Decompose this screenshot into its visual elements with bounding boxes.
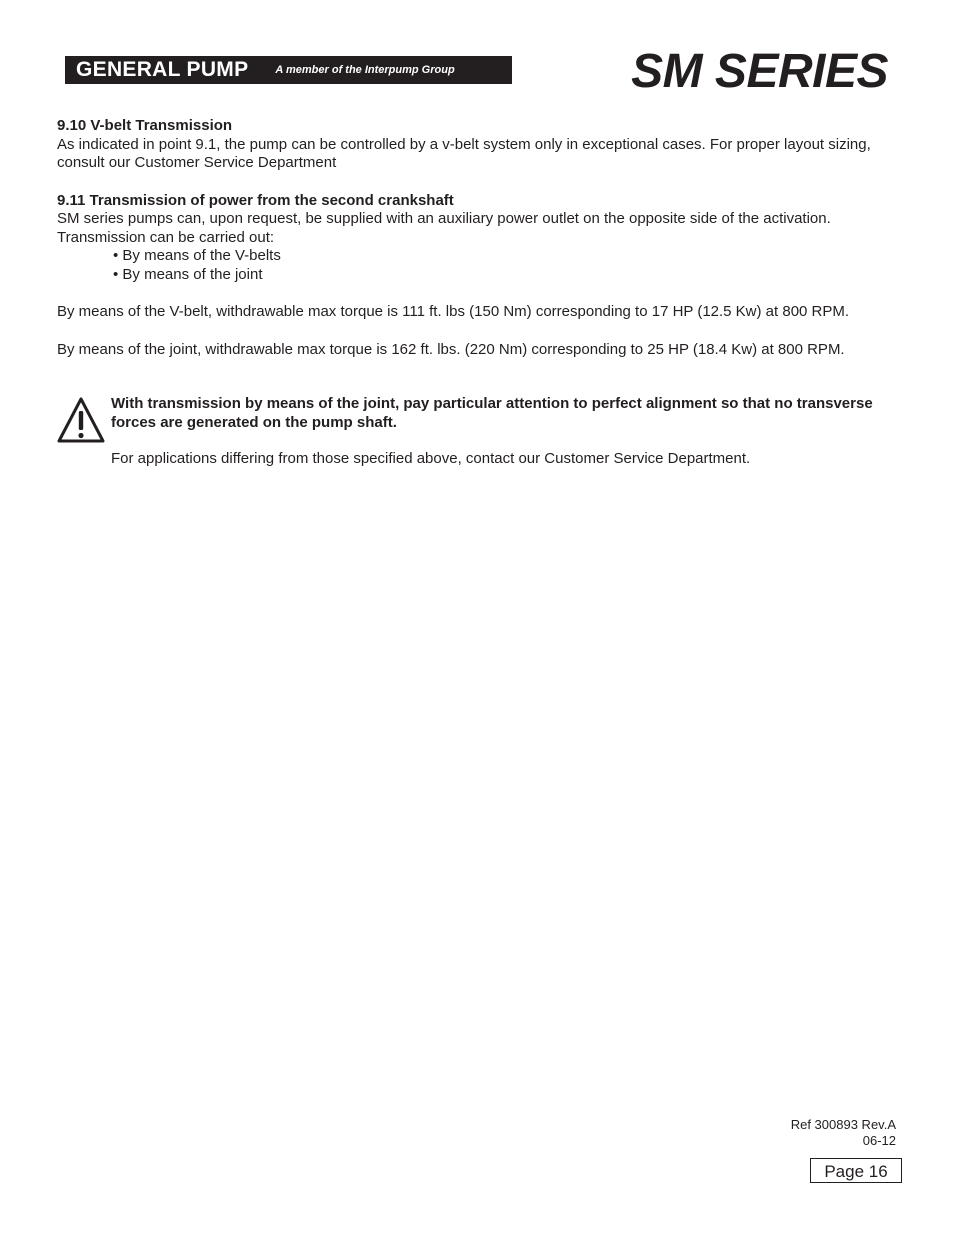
document-reference (791, 1117, 896, 1149)
section-911-body: SM series pumps can, upon request, be supplied with an auxiliary power outlet on the opposite side of the activation. Transmission can be carried out: (57, 210, 831, 246)
joint-torque-text: By means of the joint, withdrawable max torque is 162 ft. lbs. (220 Nm) corresponding to 25 HP (18.4 Kw) at 800 RPM. (57, 340, 845, 358)
warning-note: For applications differing from those specified above, contact our Customer Service Department. (111, 450, 751, 467)
brand-tagline: A member of the Interpump Group (275, 64, 455, 76)
section-910-heading: 9.10 V-belt Transmission (57, 117, 233, 134)
transmission-options-list (57, 247, 897, 284)
warning-triangle-icon (56, 396, 106, 444)
brand-name: GENERAL PUMP (76, 58, 249, 81)
series-title: SM SERIES (631, 45, 888, 98)
vbelt-torque-text: By means of the V-belt, withdrawable max torque is 111 ft. lbs (150 Nm) corresponding to 17 HP (12.5 Kw) at 800 RPM. (57, 303, 850, 320)
document-body (57, 117, 897, 359)
section-911-heading: 9.11 Transmission of power from the second crankshaft (57, 191, 454, 209)
list-item: • By means of the joint (113, 265, 263, 283)
page-number: Page 16 (810, 1158, 902, 1183)
list-item: • By means of the V-belts (113, 247, 281, 264)
warning-text: With transmission by means of the joint, pay particular attention to perfect alignment so that no transverse forces are generated on the pump shaft. (111, 395, 873, 431)
reference-date: 06-12 (862, 1133, 896, 1148)
brand-header-bar (65, 56, 512, 84)
section-910-body: As indicated in point 9.1, the pump can be controlled by a v-belt system only in exceptional cases. For proper layout sizing, consult our Customer Service Department (57, 135, 871, 171)
reference-number: Ref 300893 Rev.A (790, 1117, 896, 1132)
